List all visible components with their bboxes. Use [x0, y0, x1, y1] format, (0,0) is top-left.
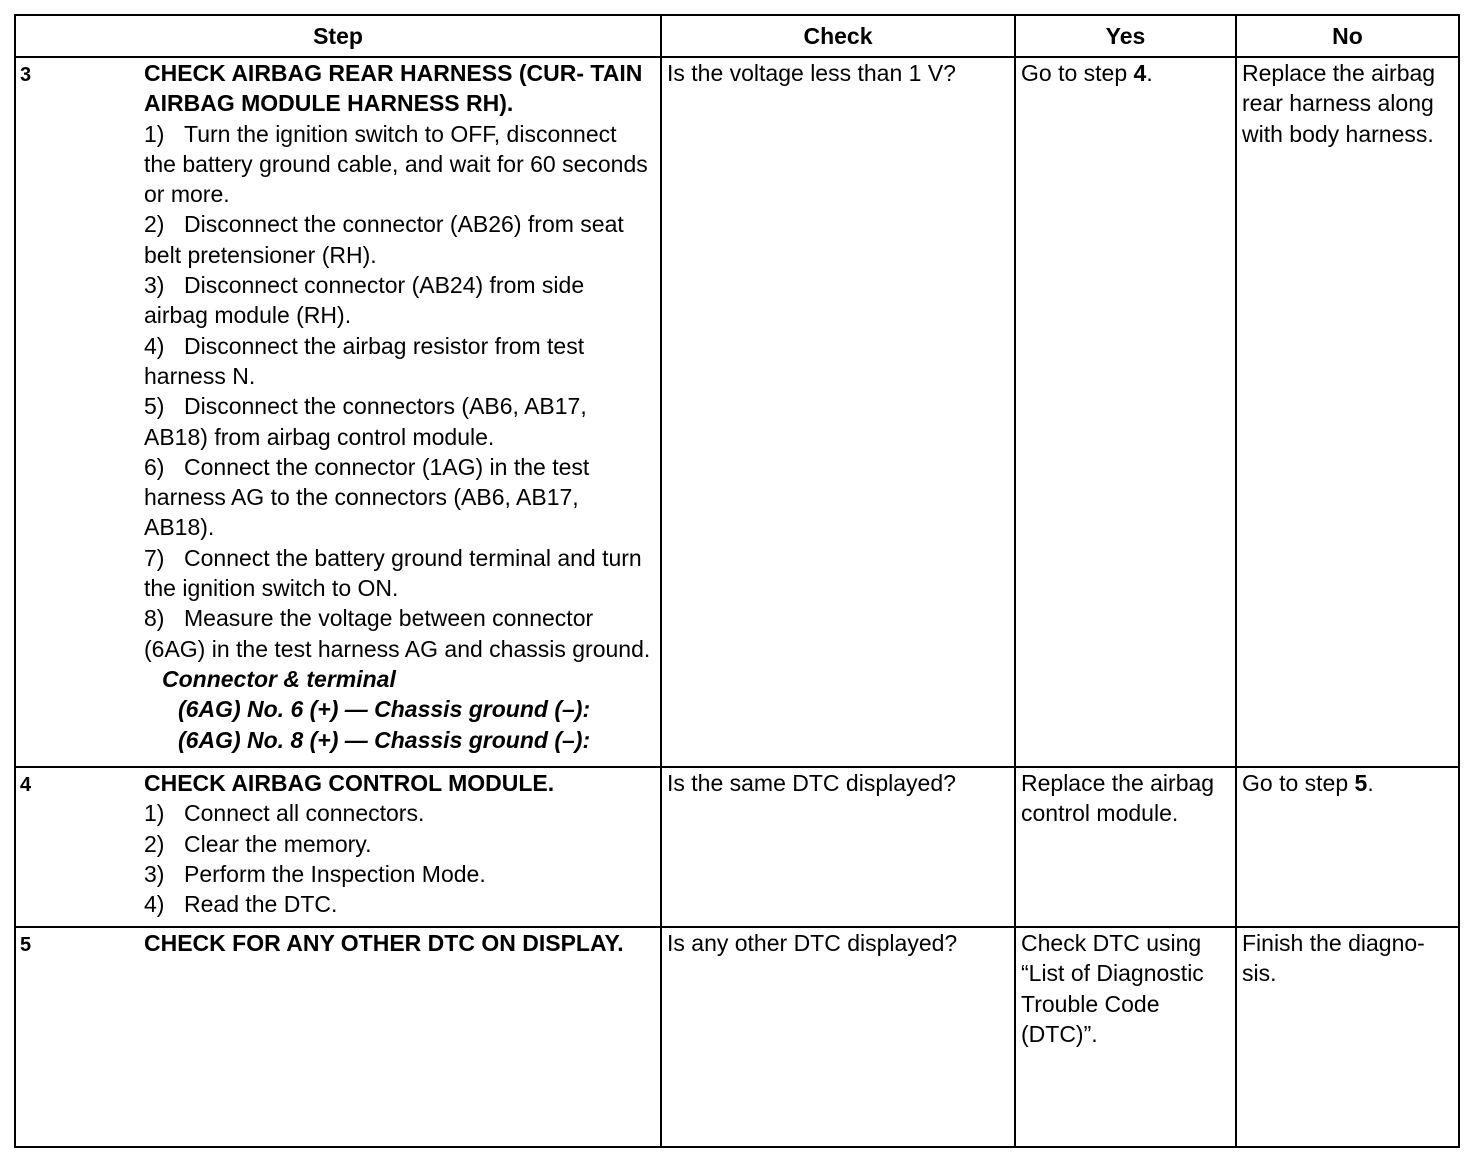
- step-item: 2) Clear the memory.: [144, 830, 372, 857]
- check-cell: [661, 927, 1015, 1147]
- spec-heading: Connector & terminal: [162, 665, 396, 692]
- no-text: Finish the diagno- sis.: [1242, 930, 1425, 987]
- step-cell: [15, 57, 661, 767]
- yes-cell: [1015, 767, 1236, 927]
- no-text: Replace the airbag rear harness along with body harness.: [1242, 60, 1436, 147]
- check-cell: [661, 767, 1015, 927]
- step-title: CHECK AIRBAG REAR HARNESS (CUR- TAIN AIRBAG MODULE HARNESS RH).: [144, 60, 643, 117]
- check-text: Is the same DTC displayed?: [667, 770, 956, 796]
- step-cell: [15, 767, 661, 927]
- no-cell: [1236, 767, 1459, 927]
- header-yes: Yes: [1015, 15, 1236, 57]
- step-item: 7) Connect the battery ground terminal and turn the ignition switch to ON.: [144, 544, 642, 602]
- step-item: 5) Disconnect the connectors (AB6, AB17, AB18) from airbag control module.: [144, 393, 587, 450]
- table-row: [15, 57, 1459, 767]
- step-number: 5: [20, 934, 32, 956]
- diagnostic-table: [14, 14, 1460, 1148]
- step-cell: [15, 927, 661, 1147]
- header-no: No: [1236, 15, 1459, 57]
- step-list: [144, 119, 653, 664]
- yes-cell: [1015, 927, 1236, 1147]
- header-step: Step: [15, 15, 661, 57]
- step-number: 3: [20, 64, 32, 86]
- step-title: CHECK FOR ANY OTHER DTC ON DISPLAY.: [144, 930, 624, 956]
- step-number: 4: [20, 774, 32, 796]
- step-item: 2) Disconnect the connector (AB26) from seat belt pretensioner (RH).: [144, 211, 624, 268]
- step-item: 3) Perform the Inspection Mode.: [144, 860, 486, 887]
- check-text: Is any other DTC displayed?: [667, 930, 958, 956]
- check-cell: [661, 57, 1015, 767]
- table-row: [15, 767, 1459, 927]
- table-row: [15, 927, 1459, 1147]
- yes-text: Go to step 4.: [1021, 60, 1153, 86]
- no-cell: [1236, 927, 1459, 1147]
- header-check: Check: [661, 15, 1015, 57]
- step-item: 3) Disconnect connector (AB24) from side airbag module (RH).: [144, 272, 585, 329]
- header-row: [15, 15, 1459, 57]
- step-item: 8) Measure the voltage between connector (6AG) in the test harness AG and chassis ground.: [144, 605, 651, 662]
- step-item: 1) Turn the ignition switch to OFF, disconnect the battery ground cable, and wait for 60 seconds or more.: [144, 120, 648, 208]
- spec-line: (6AG) No. 8 (+) — Chassis ground (–):: [178, 726, 591, 753]
- step-title: CHECK AIRBAG CONTROL MODULE.: [144, 770, 555, 796]
- check-text: Is the voltage less than 1 V?: [667, 60, 956, 86]
- no-cell: [1236, 57, 1459, 767]
- step-item: 6) Connect the connector (1AG) in the test harness AG to the connectors (AB6, AB17, AB18).: [144, 453, 590, 541]
- yes-cell: [1015, 57, 1236, 767]
- step-item: 4) Read the DTC.: [144, 891, 338, 918]
- step-list: [144, 798, 653, 919]
- step-item: 4) Disconnect the airbag resistor from test harness N.: [144, 332, 585, 389]
- yes-text: Replace the airbag control module.: [1021, 770, 1215, 827]
- step-item: 1) Connect all connectors.: [144, 800, 425, 827]
- no-text: Go to step 5.: [1242, 770, 1374, 796]
- spec-line: (6AG) No. 6 (+) — Chassis ground (–):: [178, 696, 591, 723]
- yes-text: Check DTC using “List of Diagnostic Trouble Code (DTC)”.: [1021, 930, 1204, 1047]
